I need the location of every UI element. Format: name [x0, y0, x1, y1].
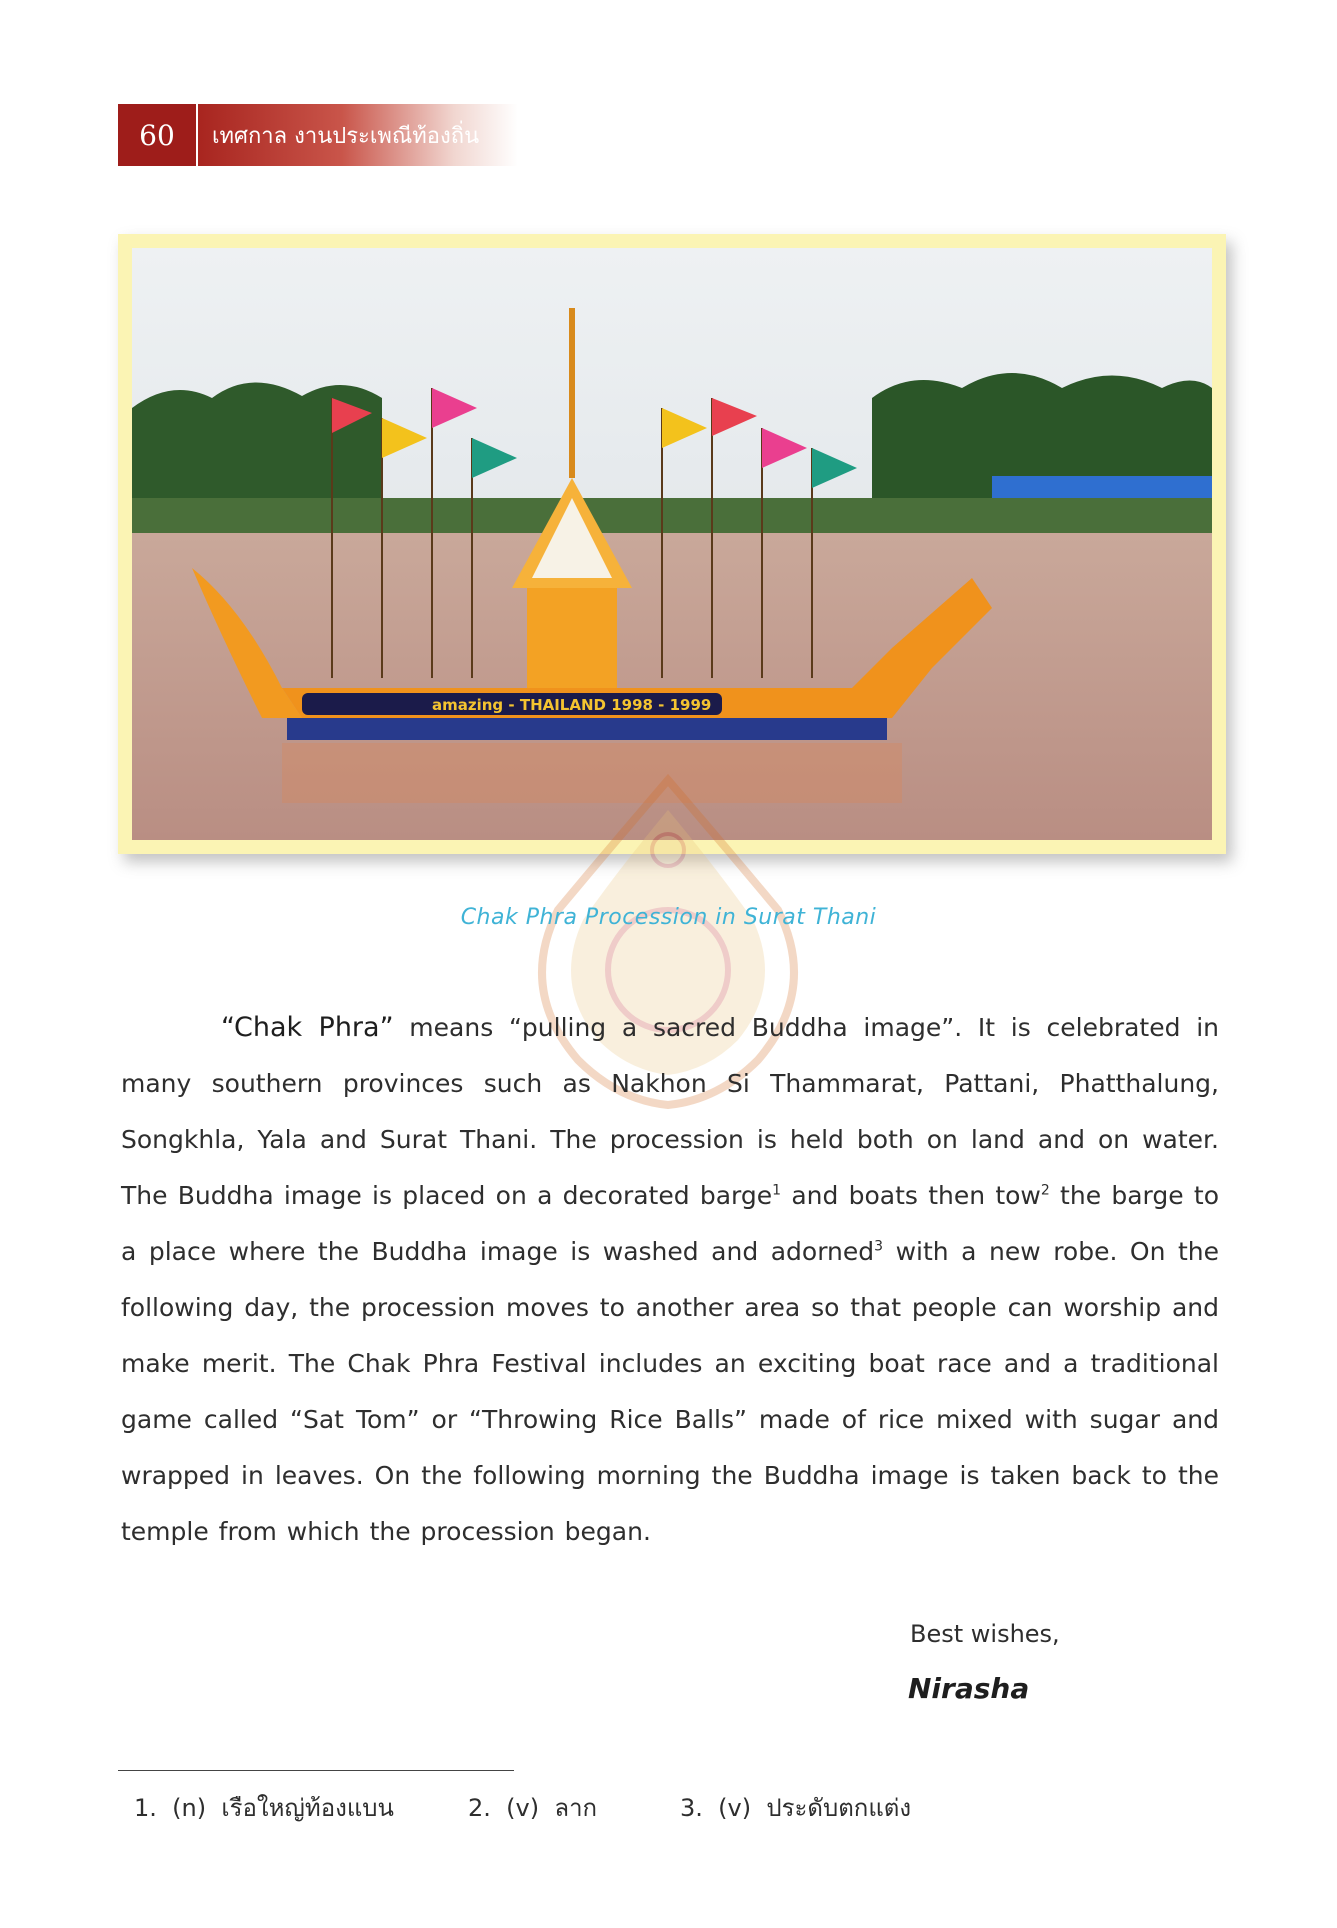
page-number: 60: [118, 104, 198, 166]
footnote-mark: 2: [1040, 1182, 1050, 1199]
photo-caption: Chak Phra Procession in Surat Thani: [460, 905, 877, 930]
barge-base: [287, 718, 887, 740]
closing: Best wishes,: [910, 1620, 1060, 1648]
footnote-number: 1.: [134, 1794, 157, 1822]
footnote-item: [468, 1788, 597, 1827]
footnote-pos: (n): [172, 1794, 207, 1822]
footnote-text: ประดับตกแต่ง: [766, 1794, 912, 1822]
footnote-item: [680, 1788, 911, 1827]
signature-name: Nirasha: [908, 1672, 1030, 1705]
footnote-pos: (v): [718, 1794, 752, 1822]
body-segment: the barge to a place where the Buddha image is washed and adorned: [121, 1181, 1219, 1266]
article-body: [121, 1000, 1219, 1560]
running-header: [118, 104, 518, 166]
footnotes: [134, 1788, 1134, 1828]
body-segment: means “pulling a sacred Buddha image”. It is celebrated in many southern provinces such as Nakhon Si Thammarat, Pattani, Phatthalung, Songkhla, Yala and Surat Thani. The procession is held both on land and on water. The Buddha image is placed on a decorated barge: [121, 1013, 1219, 1210]
barge-illustration: [132, 248, 1212, 840]
body-segment: and boats then tow: [781, 1181, 1041, 1210]
article-paragraph: [121, 1000, 1219, 1560]
procession-photo: [118, 234, 1226, 854]
banner-text: amazing - THAILAND 1998 - 1999: [432, 696, 712, 714]
blue-tents: [992, 476, 1212, 498]
reflection: [282, 743, 902, 803]
footnote-text: เรือใหญ่ท้องแบน: [221, 1794, 394, 1822]
footnote-mark: 3: [874, 1238, 884, 1255]
footnote-number: 2.: [468, 1794, 491, 1822]
shrine-body: [527, 588, 617, 688]
lead-term: “Chak Phra”: [221, 1012, 394, 1043]
footnote-text: ลาก: [554, 1794, 598, 1822]
far-shore: [132, 498, 1212, 538]
footnote-number: 3.: [680, 1794, 703, 1822]
running-title: เทศกาล งานประเพณีท้องถิ่น: [198, 104, 518, 166]
footnote-pos: (v): [506, 1794, 540, 1822]
footnote-divider: [118, 1770, 514, 1771]
body-segment: with a new robe. On the following day, the procession moves to another area so that people can worship and make merit. The Chak Phra Festival includes an exciting boat race and a traditional game called “Sat Tom” or “Throwing Rice Balls” made of rice mixed with sugar and wrapped in leaves. On the following morning the Buddha image is taken back to the temple from which the procession began.: [121, 1237, 1219, 1546]
footnote-item: [134, 1788, 394, 1827]
footnote-mark: 1: [772, 1182, 782, 1199]
